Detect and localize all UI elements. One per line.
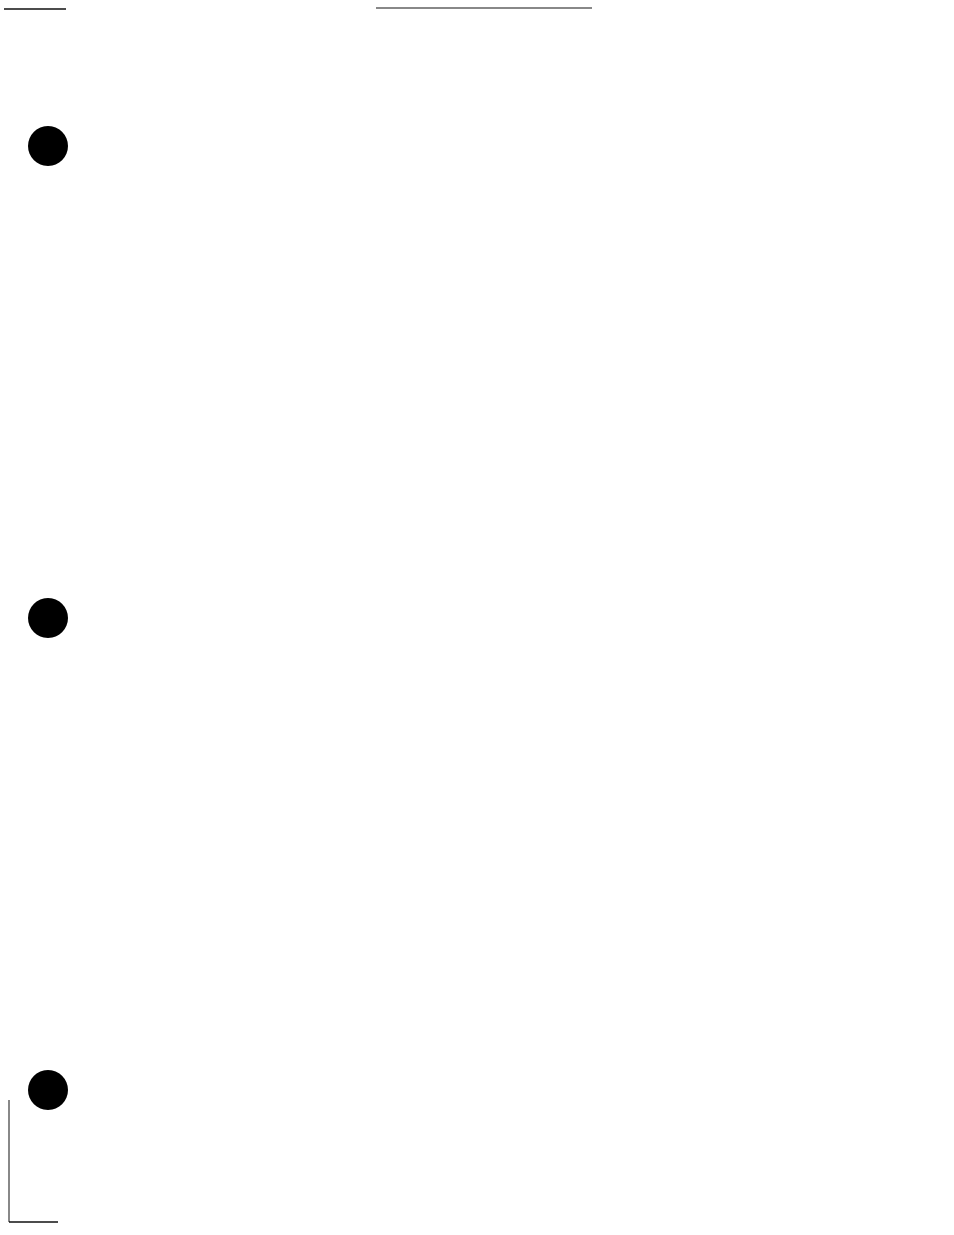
punch-hole-2 (28, 598, 68, 638)
punch-hole-3 (28, 1070, 68, 1110)
punch-hole-1 (28, 126, 68, 166)
